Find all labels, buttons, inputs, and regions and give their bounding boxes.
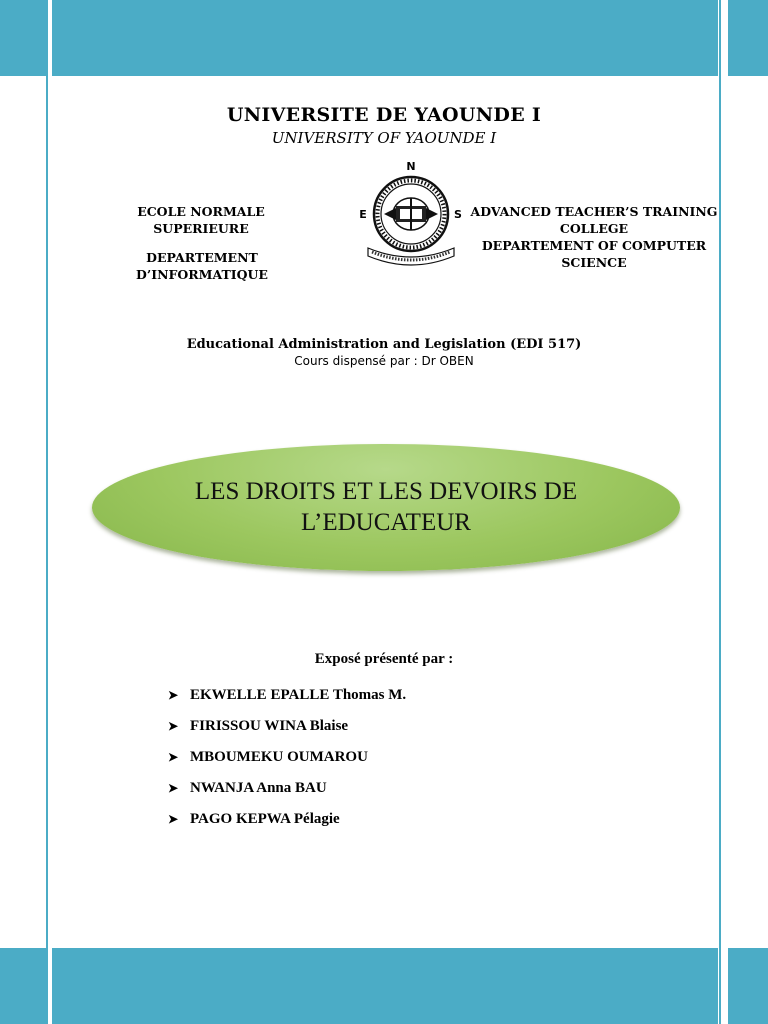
presenters-label: Exposé présenté par : [314,651,454,667]
list-item [168,680,406,711]
topic-title-line: LES DROITS ET LES DEVOIRS DE [194,478,578,505]
school-name-en [470,203,718,271]
list-item [168,742,406,773]
bottom-banner-left [0,948,46,1024]
school-name-en-line: ADVANCED TEACHER’S TRAINING [470,204,718,219]
university-name-en: UNIVERSITY OF YAOUNDE I [271,129,497,147]
presenter-name: PAGO KEPWA Pélagie [190,811,340,827]
school-name-fr: ECOLE NORMALE SUPERIEURE [137,204,265,236]
seal-letter-e: E [359,208,367,221]
arrow-bullet-icon: ➤ [168,688,179,702]
ens-seal-logo [356,156,466,278]
topic-title [92,476,680,538]
list-item [168,804,406,835]
presenter-name: MBOUMEKU OUMAROU [190,749,368,765]
seal-letter-s: S [454,208,462,221]
frame-line-left [46,0,48,1024]
bottom-banner-right [728,948,768,1024]
list-item [168,773,406,804]
course-teacher: Cours dispensé par : Dr OBEN [294,354,474,368]
course-title: Educational Administration and Legislation (EDI 517) [186,337,582,352]
arrow-bullet-icon: ➤ [168,719,179,733]
presenters-list [168,680,406,835]
top-banner-left [0,0,46,76]
arrow-bullet-icon: ➤ [168,812,179,826]
department-name-en-line: SCIENCE [561,255,627,270]
presenter-name: EKWELLE EPALLE Thomas M. [190,687,407,703]
university-name-fr: UNIVERSITE DE YAOUNDE I [226,104,542,126]
bottom-banner [52,948,718,1024]
seal-letter-n: N [406,160,416,173]
list-item [168,711,406,742]
department-name-en-line: DEPARTEMENT OF COMPUTER [481,238,707,253]
top-banner-right [728,0,768,76]
arrow-bullet-icon: ➤ [168,781,179,795]
presenter-name: FIRISSOU WINA Blaise [190,718,349,734]
seal-graphic [356,156,466,278]
arrow-bullet-icon: ➤ [168,750,179,764]
top-banner [52,0,718,76]
department-name-fr: DEPARTEMENT D’INFORMATIQUE [136,250,268,282]
school-name-en-line: COLLEGE [559,221,629,236]
presenter-name: NWANJA Anna BAU [190,780,327,796]
topic-title-line: L’EDUCATEUR [301,509,471,536]
frame-line-right [719,0,721,1024]
